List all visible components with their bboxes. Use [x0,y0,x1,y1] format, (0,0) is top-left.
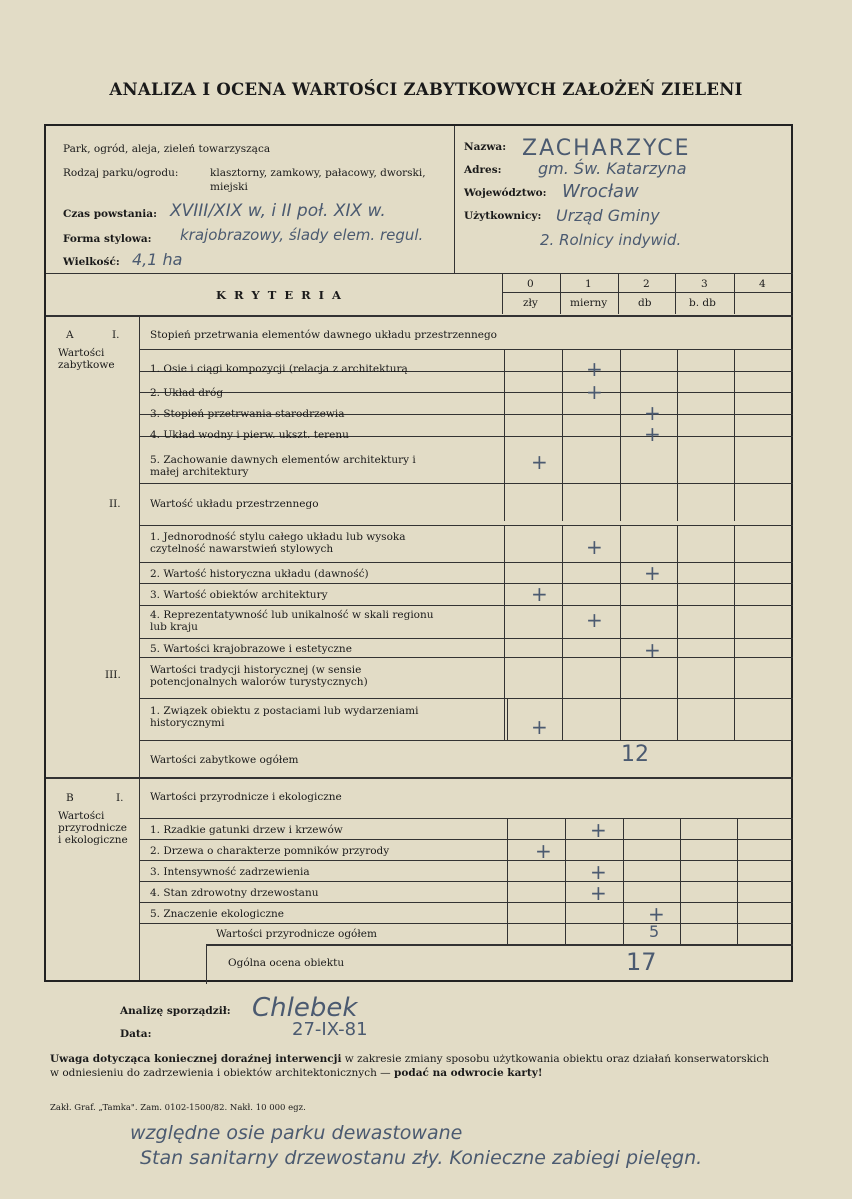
users-value-2: 2. Rolnicy indywid. [540,231,682,249]
size-label: Wielkość: [63,256,120,268]
a-iii-item-1: 1. Związek obiektu z postaciami lub wydarzeniami historycznymi [150,705,419,729]
note-bold-2: podać na odwrocie karty! [394,1067,543,1079]
criteria-heading: K R Y T E R I A [216,288,343,302]
address-label: Adres: [464,164,502,176]
a-i-item-2: 2. Układ dróg [150,387,224,399]
section-a-roman: I. [112,329,120,341]
style-label: Forma stylowa: [63,233,152,245]
province-value: Wrocław [562,181,639,202]
score-mark: + [586,535,603,559]
note-text-2: w odniesieniu do zadrzewienia i obiektów architektonicznych — [50,1067,395,1079]
time-value: XVIII/XIX w, i II poł. XIX w. [170,201,386,221]
overall-label: Ogólna ocena obiektu [228,957,345,969]
scale-label-3: b. db [689,297,716,309]
type-label: Rodzaj parku/ogrodu: [63,167,179,179]
scale-label-1: mierny [570,297,608,309]
score-mark: + [590,818,607,842]
province-label: Województwo: [464,187,547,199]
scale-4: 4 [759,278,766,290]
scale-3: 3 [701,278,708,290]
note-text-1: w zakresie zmiany sposobu użytkowania obiektu oraz działań konserwatorskich [341,1053,770,1065]
scale-1: 1 [585,278,592,290]
section-b-roman: I. [116,792,124,804]
section-a-ii-roman: II. [109,498,121,510]
name-label: Nazwa: [464,141,507,153]
handwritten-note-2: Stan sanitarny drzewostanu zły. Konieczne zabiegi pielęgn. [140,1147,703,1169]
scale-label-2: db [638,297,652,309]
score-mark: + [531,582,548,606]
date-value: 27-IX-81 [292,1019,368,1040]
score-mark: + [644,422,661,446]
printer-info: Zakł. Graf. „Tamka". Zam. 0102-1500/82. Nakł. 10 000 egz. [50,1103,306,1113]
size-value: 4,1 ha [132,250,183,269]
score-mark: + [586,380,603,404]
score-mark: + [648,902,665,926]
score-mark: + [586,357,603,381]
score-mark: + [644,401,661,425]
prepared-signature: Chlebek [252,993,358,1023]
name-value: ZACHARZYCE [522,136,691,161]
a-ii-item-4: 4. Reprezentatywność lub unikalność w skali regionu lub kraju [150,609,434,633]
score-mark: + [590,881,607,905]
a-i-heading: Stopień przetrwania elementów dawnego układu przestrzennego [150,329,497,341]
evaluation-form [44,124,793,982]
park-label: Park, ogród, aleja, zieleń towarzysząca [63,143,271,155]
score-mark: + [586,608,603,632]
a-ii-item-3: 3. Wartość obiektów architektury [150,589,328,601]
users-value-1: Urząd Gminy [556,206,660,225]
a-ii-heading: Wartość układu przestrzennego [150,498,319,510]
users-label: Użytkownicy: [464,210,542,222]
a-i-item-3: 3. Stopień przetrwania starodrzewia [150,408,345,420]
form-title: ANALIZA I OCENA WARTOŚCI ZABYTKOWYCH ZAŁOŻEŃ ZIELENI [109,80,743,99]
a-ii-item-5: 5. Wartości krajobrazowe i estetyczne [150,643,352,655]
score-mark: + [531,715,548,739]
section-a-iii-roman: III. [105,669,121,681]
score-mark: + [644,638,661,662]
b-total-value: 5 [649,922,660,941]
section-a-name: Wartości zabytkowe [58,347,115,371]
overall-value: 17 [626,948,657,976]
b-total-label: Wartości przyrodnicze ogółem [216,928,377,940]
prepared-label: Analizę sporządził: [120,1005,231,1017]
intervention-note [50,1052,810,1080]
section-b-code: B [66,792,74,804]
date-label: Data: [120,1028,152,1040]
b-item-2: 2. Drzewa o charakterze pomników przyrody [150,845,390,857]
style-value: krajobrazowy, ślady elem. regul. [180,226,424,244]
a-i-item-1: 1. Osie i ciągi kompozycji (relacja z architekturą [150,363,408,375]
score-mark: + [535,839,552,863]
scale-0: 0 [527,278,534,290]
scale-2: 2 [643,278,650,290]
a-total-label: Wartości zabytkowe ogółem [150,754,299,766]
b-item-3: 3. Intensywność zadrzewienia [150,866,310,878]
a-i-item-5: 5. Zachowanie dawnych elementów architektury i małej architektury [150,454,416,478]
a-ii-item-1: 1. Jednorodność stylu całego układu lub wysoka czytelność nawarstwień stylowych [150,531,406,555]
note-bold-1: Uwaga dotycząca koniecznej doraźnej interwencji [50,1053,342,1065]
section-a-code: A [66,329,74,341]
handwritten-note-1: względne osie parku dewastowane [130,1122,463,1144]
score-mark: + [590,860,607,884]
a-total-value: 12 [621,742,649,767]
b-item-4: 4. Stan zdrowotny drzewostanu [150,887,319,899]
b-item-1: 1. Rzadkie gatunki drzew i krzewów [150,824,343,836]
a-i-item-4: 4. Układ wodny i pierw. ukszt. terenu [150,429,349,441]
section-b-name: Wartości przyrodnicze i ekologiczne [58,810,128,846]
score-mark: + [644,561,661,585]
scale-label-0: zły [523,297,538,309]
b-heading: Wartości przyrodnicze i ekologiczne [150,791,342,803]
type-options-2: miejski [210,181,248,193]
a-iii-heading: Wartości tradycji historycznej (w sensie potencjonalnych walorów turystycznych) [150,664,368,688]
b-item-5: 5. Znaczenie ekologiczne [150,908,285,920]
address-value: gm. Św. Katarzyna [538,159,687,178]
score-mark: + [531,450,548,474]
type-options: klasztorny, zamkowy, pałacowy, dworski, [210,167,426,179]
a-ii-item-2: 2. Wartość historyczna układu (dawność) [150,568,369,580]
time-label: Czas powstania: [63,208,157,220]
